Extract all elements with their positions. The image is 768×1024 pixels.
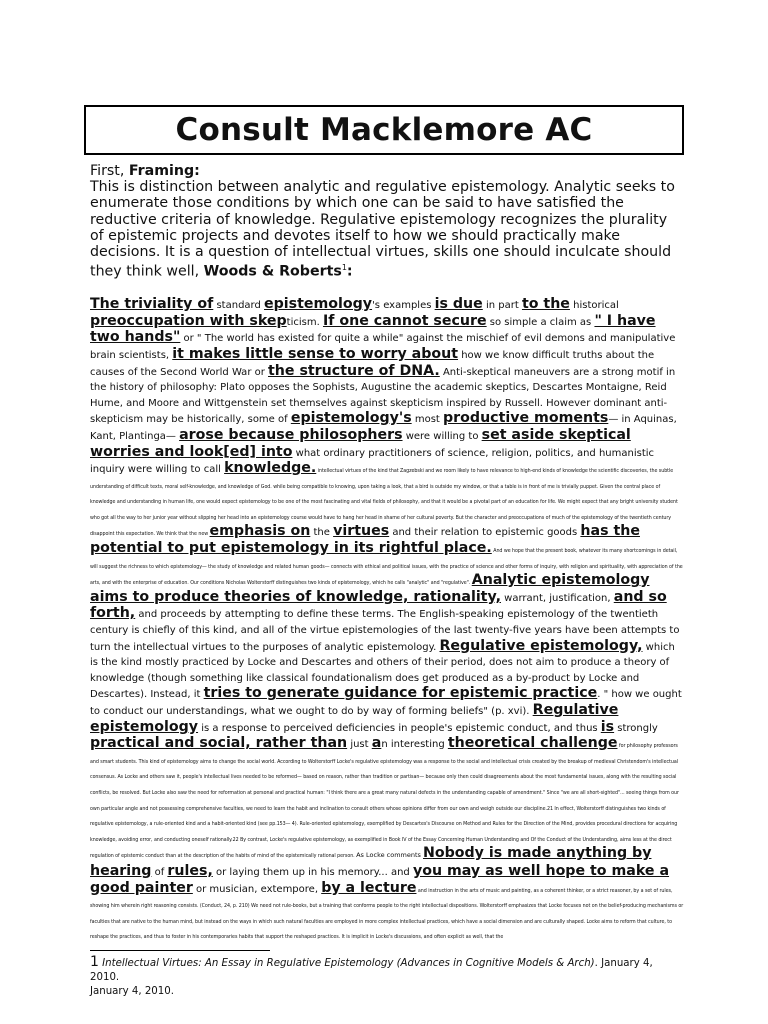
footnote-marker: 1 <box>341 263 347 273</box>
shrunk-text: intellectual virtues of the kind that Zagzebski and we room likely to have relevance to high-end kinds of knowledge the scientific discoveries, the subtle understanding of difficult texts, moral self-knowledge, and knowledge of God. while being compatible to knowing, upon taking a look, that a bird is outside my window, or that a table is in front of me is trivially puppet. Given the central place of knowledge and understanding in human life, one would expect epistemology to be one of the most fascinating and vital fields of philosophy, and that it would be a pivotal part of an education for life. We might expect that any bright university student who got all the way to her junior year without slipping her head into an epistemology course would have to hang her head in shame of her cultural poverty. But the character and preoccupations of much of the epistemology of the twentieth century disappoint this expectation. We think that the new <box>90 468 678 538</box>
underlined-phrase: and so forth, <box>90 588 667 622</box>
underlined-phrase: you may as well hope to make a good painter <box>90 862 670 896</box>
underlined-phrase: practical and social, rather than <box>90 735 348 752</box>
small-text: As Locke comments <box>356 851 423 860</box>
underlined-phrase: has the potential to put epistemology in its rightful place. <box>90 523 640 557</box>
underlined-phrase: knowledge. <box>224 460 317 477</box>
underlined-phrase: epistemology's <box>290 410 412 427</box>
document-page <box>84 105 684 999</box>
evidence-text: just <box>347 739 372 751</box>
underlined-phrase: theoretical challenge <box>447 735 618 752</box>
shrunk-text: and instruction in the arts of music and painting, as a coherent thinker, or a strict reasoner, by a set of rules, showing him wherein right reasoning consists. (Conduct, 24, p. 210) We need not rule-books, but a training that conforms people to the right intellectual dispositions. Wolterstorff emphasizes that Locke focuses not on the belief-producing mechanisms or faculties that are native to the human mind, but instead on the ways in which such natural faculties are employed in more complex intellectual practices, which have a social dimension and are culturally shaped. Locke aims to reform that culture, to reshape the practices, and thus to foster in his contemporaries habits that support the reshaped practices. It is implicit in Locke's discussions, and often explicit as well, that the <box>90 887 684 941</box>
shrunk-text: for philosophy professors and smart students. This kind of epistemology aims to change the social world. According to Wolterstorff Locke's regulative epistemology was a response to the social and intellectual crisis created by the breakup of medieval Christendom's intellectual consensus. As Locke and others saw it, people's intellectual lives needed to be reformed— based on reason, rather than tradition or partisan— because only then could disagreements about the most fundamental issues, along with the resulting social conflicts, be resolved. But Locke also saw the need for reformation at personal and practical human: "I think there are a great many natural defects in the understanding capable of amendment." Since "we are all short-sighted"... seeing things from our own particular angle and not possessing comprehensive faculties, we need to learn the habit and inclination to consult others whose opinions differ from our own and weigh outside our discipline.21 In effect, Wolterstorff distinguishes two kinds of regulative epistemology, a rule-oriented kind and a habit-oriented kind (see pp.153— 4). Rule-oriented epistemology, exemplified by Descartes's Discourse on Method and Rules for the Direction of the Mind, provides procedural directions for acquiring knowledge, avoiding error, and conducting oneself rationally.22 By contrast, Locke's regulative epistemology, as exemplified in Book IV of the Essay Concerning Human Understanding and Of the Conduct of the Understanding, aims less at the direct regulation of epistemic conduct than at the description of the habits of mind of the epistemically rational person. <box>90 743 679 860</box>
footnote-number: 1 <box>90 953 99 970</box>
evidence-text: standard <box>213 300 265 312</box>
citation-authors: Woods & Roberts <box>203 263 342 280</box>
underlined-phrase: virtues <box>333 523 390 540</box>
footnote <box>90 955 684 999</box>
evidence-text: were willing to <box>402 430 482 442</box>
underlined-phrase: If one cannot secure <box>322 312 487 329</box>
intro-paragraph: This is distinction between analytic and regulative epistemology. Analytic seeks to enumerate those conditions by which one can be said to have satisfied the reductive criteria of knowledge. Regulative epistemology recognizes the plurality of epistemic projects and devotes itself to how we should practically make decisions. It is a question of intellectual virtues, skills one should inculcate should they think well, <box>90 179 675 280</box>
evidence-text: or laying them up in his memory... and <box>212 866 413 878</box>
evidence-text: the <box>310 527 334 539</box>
evidence-text: or " The world has existed for quite a while" against the mischief of evil demons and manipulative brain scientists, <box>90 333 676 361</box>
framing-prefix: First, <box>90 163 129 179</box>
evidence-text: ticism. <box>286 316 323 328</box>
underlined-phrase: productive moments <box>443 410 609 427</box>
page-title: Consult Macklemore AC <box>175 112 593 148</box>
evidence-text: most <box>411 414 444 426</box>
underlined-phrase: Regulative epistemology <box>90 702 619 735</box>
underlined-phrase: epistemology <box>264 296 373 313</box>
footnote-date-repeat: January 4, 2010. <box>90 985 174 997</box>
evidence-text: warrant, justification, <box>501 592 614 604</box>
evidence-text: 's examples <box>372 300 435 312</box>
underlined-phrase: " I have two hands" <box>90 312 656 346</box>
title-box <box>84 105 684 155</box>
evidence-text: in part <box>482 300 522 312</box>
evidence-text: which is the kind mostly practiced by Locke and Descartes and others of their period, does not aim to produce a theory of knowledge (though something like classical foundationalism does get produced as a by-product by Locke and Descartes). Instead, it <box>90 641 675 701</box>
underlined-phrase: Nobody is made anything by hearing <box>90 845 652 879</box>
underlined-phrase: preoccupation with skep <box>90 312 287 329</box>
evidence-text: so simple a claim as <box>486 316 595 328</box>
intro-section <box>90 163 684 280</box>
evidence-text: Anti-skeptical maneuvers are a strong motif in the history of philosophy: Plato opposes the Sophists, Augustine the academic skeptics, Descartes Montaigne, Reid Hume, and Moore and Wittgenstein set themselves against skepticism inspired by Russell. However dominant anti-skepticism may be historically, some of <box>90 366 676 426</box>
evidence-text: . " how we ought to conduct our understandings, what we ought to do by way of forming beliefs" (p. xvi). <box>90 689 682 717</box>
underlined-phrase: set aside skeptical worries and look[ed] into <box>90 426 631 460</box>
evidence-text: of <box>151 866 168 878</box>
underlined-phrase: Analytic epistemology aims to produce theories of knowledge, rationality, <box>90 572 650 605</box>
footnote-divider <box>90 950 270 951</box>
evidence-text: — in Aquinas, Kant, Plantinga— <box>90 414 677 442</box>
evidence-text: strongly <box>614 722 658 734</box>
footnote-date: . January 4, 2010. <box>90 957 653 983</box>
framing-line <box>90 163 684 179</box>
citation-colon: : <box>346 263 353 280</box>
evidence-text: historical <box>569 300 619 312</box>
footnote-title: Intellectual Virtues: An Essay in Regulative Epistemology (Advances in Cognitive Models & Arch) <box>102 957 595 969</box>
framing-heading: Framing: <box>128 163 200 179</box>
underlined-phrase: arose because philosophers <box>179 426 403 443</box>
underlined-phrase: The triviality of <box>90 296 214 313</box>
underlined-phrase: a <box>371 735 382 752</box>
underlined-phrase: tries to generate guidance for epistemic practice <box>203 685 598 702</box>
evidence-text: n interesting <box>381 739 448 751</box>
evidence-text: is a response to perceived deficiencies in people's epistemic conduct, and thus <box>198 722 601 734</box>
evidence-card <box>90 297 684 944</box>
evidence-text: what ordinary practitioners of science, religion, politics, and humanistic inquiry were willing to call <box>90 447 655 476</box>
underlined-phrase: it makes little sense to worry about <box>172 345 459 362</box>
underlined-phrase: is <box>600 718 615 735</box>
underlined-phrase: is due <box>434 296 483 313</box>
evidence-text: and their relation to epistemic goods <box>389 527 581 539</box>
shrunk-text: And we hope that the present book, whatever its many shortcomings in detail, will suggest the richness to which epistemology— the study of knowledge and related human goods— connects with ethical and political issues, with the practice of science and other forms of inquiry, with religion and spirituality, with appreciation of the arts, and with the enterprise of education. Our conditions Nicholas Wolterstorff distinguishes two kinds of epistemology, which he calls "analytic" and "regulative". <box>90 548 683 587</box>
underlined-phrase: the structure of DNA. <box>268 362 440 379</box>
underlined-phrase: Regulative epistemology, <box>439 637 643 654</box>
evidence-text: how we know difficult truths about the causes of the Second World War or <box>90 349 655 378</box>
evidence-text: and proceeds by attempting to define these terms. The English-speaking epistemology of the twentieth century is chiefly of this kind, and all of the virtue epistemologies of the last twenty-five years have been attempts to turn the intellectual virtues to the purposes of analytic epistemology. <box>90 609 680 653</box>
evidence-text: or musician, extempore, <box>192 883 322 895</box>
underlined-phrase: rules, <box>167 862 213 879</box>
underlined-phrase: to the <box>521 296 570 313</box>
underlined-phrase: by a lecture <box>321 879 417 896</box>
underlined-phrase: emphasis on <box>209 523 311 540</box>
